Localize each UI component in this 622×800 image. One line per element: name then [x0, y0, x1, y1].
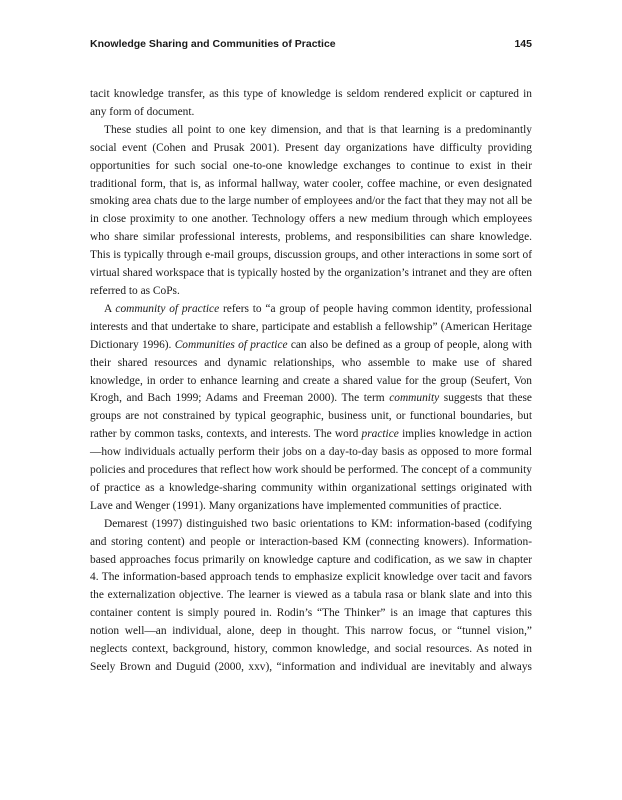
text-run: refers to “a group of people having common identity, professional interests and that undertake to share, participate and establish a fellowship” (American Heritage Dictionary 1996).	[90, 302, 532, 351]
text-run: A	[104, 302, 116, 315]
text-run: implies knowledge in action—how individuals actually perform their jobs on a day-to-day basis as opposed to more formal policies and procedures that reflect how work should be performed. The concept of a community of practice as a knowledge-sharing community within organizational settings originated with Lave and Wenger (1991). Many organizations have implemented communities of practice.	[90, 428, 532, 512]
running-header	[90, 38, 532, 56]
paragraph-km-orientations: Demarest (1997) distinguished two basic orientations to KM: information-based (codifying and storing content) and people or interaction-based KM (connecting knowers). Information-based approaches focus primarily on knowledge capture and codification, as we saw in chapter 4. The information-based approach tends to emphasize explicit knowledge over tacit and favors the externalization objective. The learner is viewed as a tabula rasa or blank slate and into this container content is simply poured in. Rodin’s “The Thinker” is an image that captures this notion well—an individual, alone, deep in thought. This narrow focus, or “tunnel vision,” neglects context, background, history, common knowledge, and social resources. As noted in Seely Brown and Duguid (2000, xxv), “information and individual are inevitably and always	[90, 517, 532, 673]
text-run: suggests that these groups are not constrained by typical geographic, business unit, or functional boundaries, but rather by common tasks, contexts, and interests. The word	[90, 392, 532, 441]
paragraph-continuation: tacit knowledge transfer, as this type of knowledge is seldom rendered explicit or captured in any form of document.	[90, 88, 532, 118]
paragraph-social-learning: These studies all point to one key dimension, and that is that learning is a predominantly social event (Cohen and Prusak 2001). Present day organizations have difficulty providing opportunities for such social one-to-one knowledge exchanges to continue to exist in their traditional form, that is, as informal hallway, water cooler, coffee machine, or even designated smoking area chats due to the large number of employees and/or the fact that they may not all be in close proximity to one another. Technology offers a new medium through which employees who share similar professional interests, problems, and responsibilities can share knowledge. This is typically through e-mail groups, discussion groups, and other interactions in some sort of virtual shared workspace that is typically hosted by the organization’s intranet and they are often referred to as CoPs.	[90, 123, 532, 297]
term-practice: practice	[361, 428, 399, 441]
term-community: community	[389, 392, 440, 405]
term-community-of-practice: community of practice	[115, 302, 220, 315]
term-communities-of-practice: Communities of practice	[174, 338, 288, 351]
body-text	[90, 86, 532, 677]
page-number: 145	[514, 38, 532, 50]
running-title: Knowledge Sharing and Communities of Practice	[90, 38, 336, 50]
paragraph-community-of-practice	[90, 301, 532, 516]
text-run: can also be defined as a group of people, along with their shared resources and dynamic relationships, who assemble to make use of shared knowledge, in order to enhance learning and create a shared value for the group (Seufert, Von Krogh, and Bach 1999; Adams and Freeman 2000). The term	[90, 338, 533, 405]
